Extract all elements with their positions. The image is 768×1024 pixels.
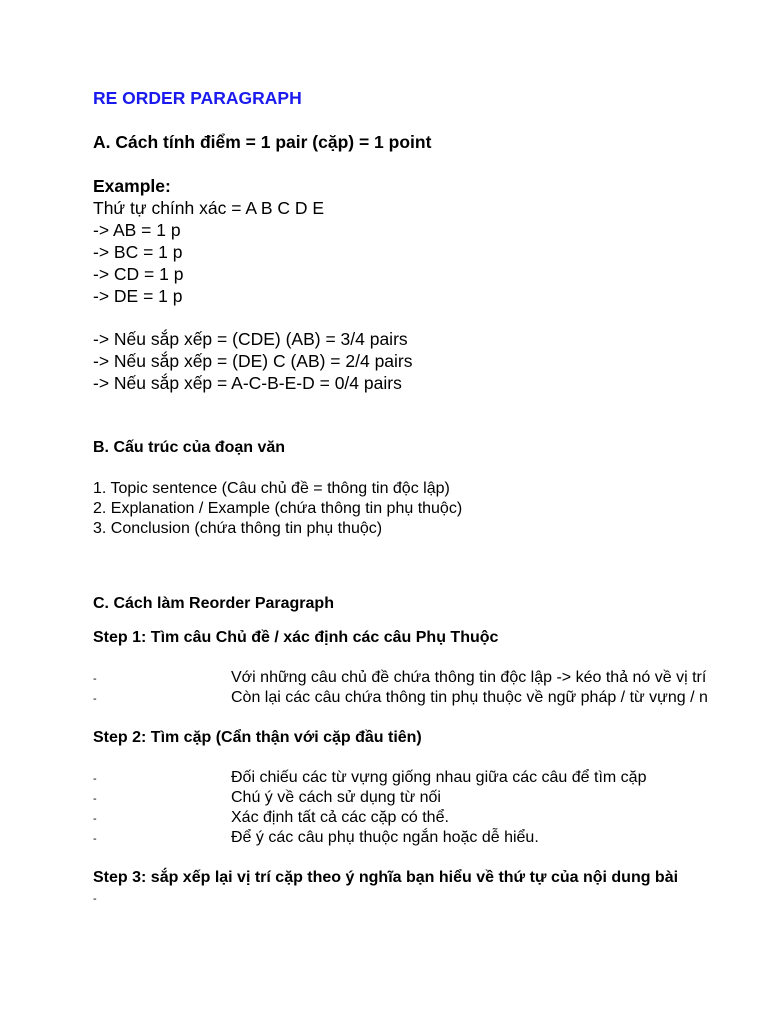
step-2-bullet: Để ý các câu phụ thuộc ngắn hoặc dễ hiểu. <box>231 829 539 846</box>
page-title: RE ORDER PARAGRAPH <box>93 88 302 108</box>
step-2-bullet: Xác định tất cả các cặp có thể. <box>231 809 449 826</box>
pair-line: -> BC = 1 p <box>93 242 183 262</box>
section-c-heading: C. Cách làm Reorder Paragraph <box>93 595 334 612</box>
bullet-dash: - <box>93 893 97 905</box>
step-3-title: Step 3: sắp xếp lại vị trí cặp theo ý nghĩa bạn hiểu về thứ tự của nội dung bài <box>93 869 679 886</box>
step-2-bullet: Chú ý về cách sử dụng từ nối <box>231 789 441 806</box>
step-1-bullet: Còn lại các câu chứa thông tin phụ thuộc về ngữ pháp / từ vựng / n <box>231 689 708 706</box>
bullet-dash: - <box>93 813 97 825</box>
pair-line: -> DE = 1 p <box>93 286 183 306</box>
structure-item: 2. Explanation / Example (chứa thông tin phụ thuộc) <box>93 500 463 517</box>
section-a-heading: A. Cách tính điểm = 1 pair (cặp) = 1 point <box>93 132 432 152</box>
bullet-dash: - <box>93 793 97 805</box>
case-line: -> Nếu sắp xếp = A-C-B-E-D = 0/4 pairs <box>93 373 402 393</box>
case-line: -> Nếu sắp xếp = (CDE) (AB) = 3/4 pairs <box>93 329 408 349</box>
pair-line: -> CD = 1 p <box>93 264 184 284</box>
example-label: Example: <box>93 176 171 196</box>
step-2-bullet: Đối chiếu các từ vựng giống nhau giữa các câu để tìm cặp <box>231 769 647 786</box>
step-1-bullet: Với những câu chủ đề chứa thông tin độc lập -> kéo thả nó về vị trí <box>231 669 707 686</box>
section-b-heading: B. Cấu trúc của đoạn văn <box>93 439 286 456</box>
correct-order-line: Thứ tự chính xác = A B C D E <box>93 198 325 218</box>
bullet-dash: - <box>93 693 97 705</box>
structure-item: 3. Conclusion (chứa thông tin phụ thuộc) <box>93 520 383 537</box>
bullet-dash: - <box>93 833 97 845</box>
bullet-dash: - <box>93 673 97 685</box>
structure-item: 1. Topic sentence (Câu chủ đề = thông tin độc lập) <box>93 480 450 497</box>
pair-line: -> AB = 1 p <box>93 220 181 240</box>
case-line: -> Nếu sắp xếp = (DE) C (AB) = 2/4 pairs <box>93 351 413 371</box>
step-2-title: Step 2: Tìm cặp (Cẩn thận với cặp đầu tiên) <box>93 729 422 746</box>
step-1-title: Step 1: Tìm câu Chủ đề / xác định các câu Phụ Thuộc <box>93 629 499 646</box>
bullet-dash: - <box>93 773 97 785</box>
